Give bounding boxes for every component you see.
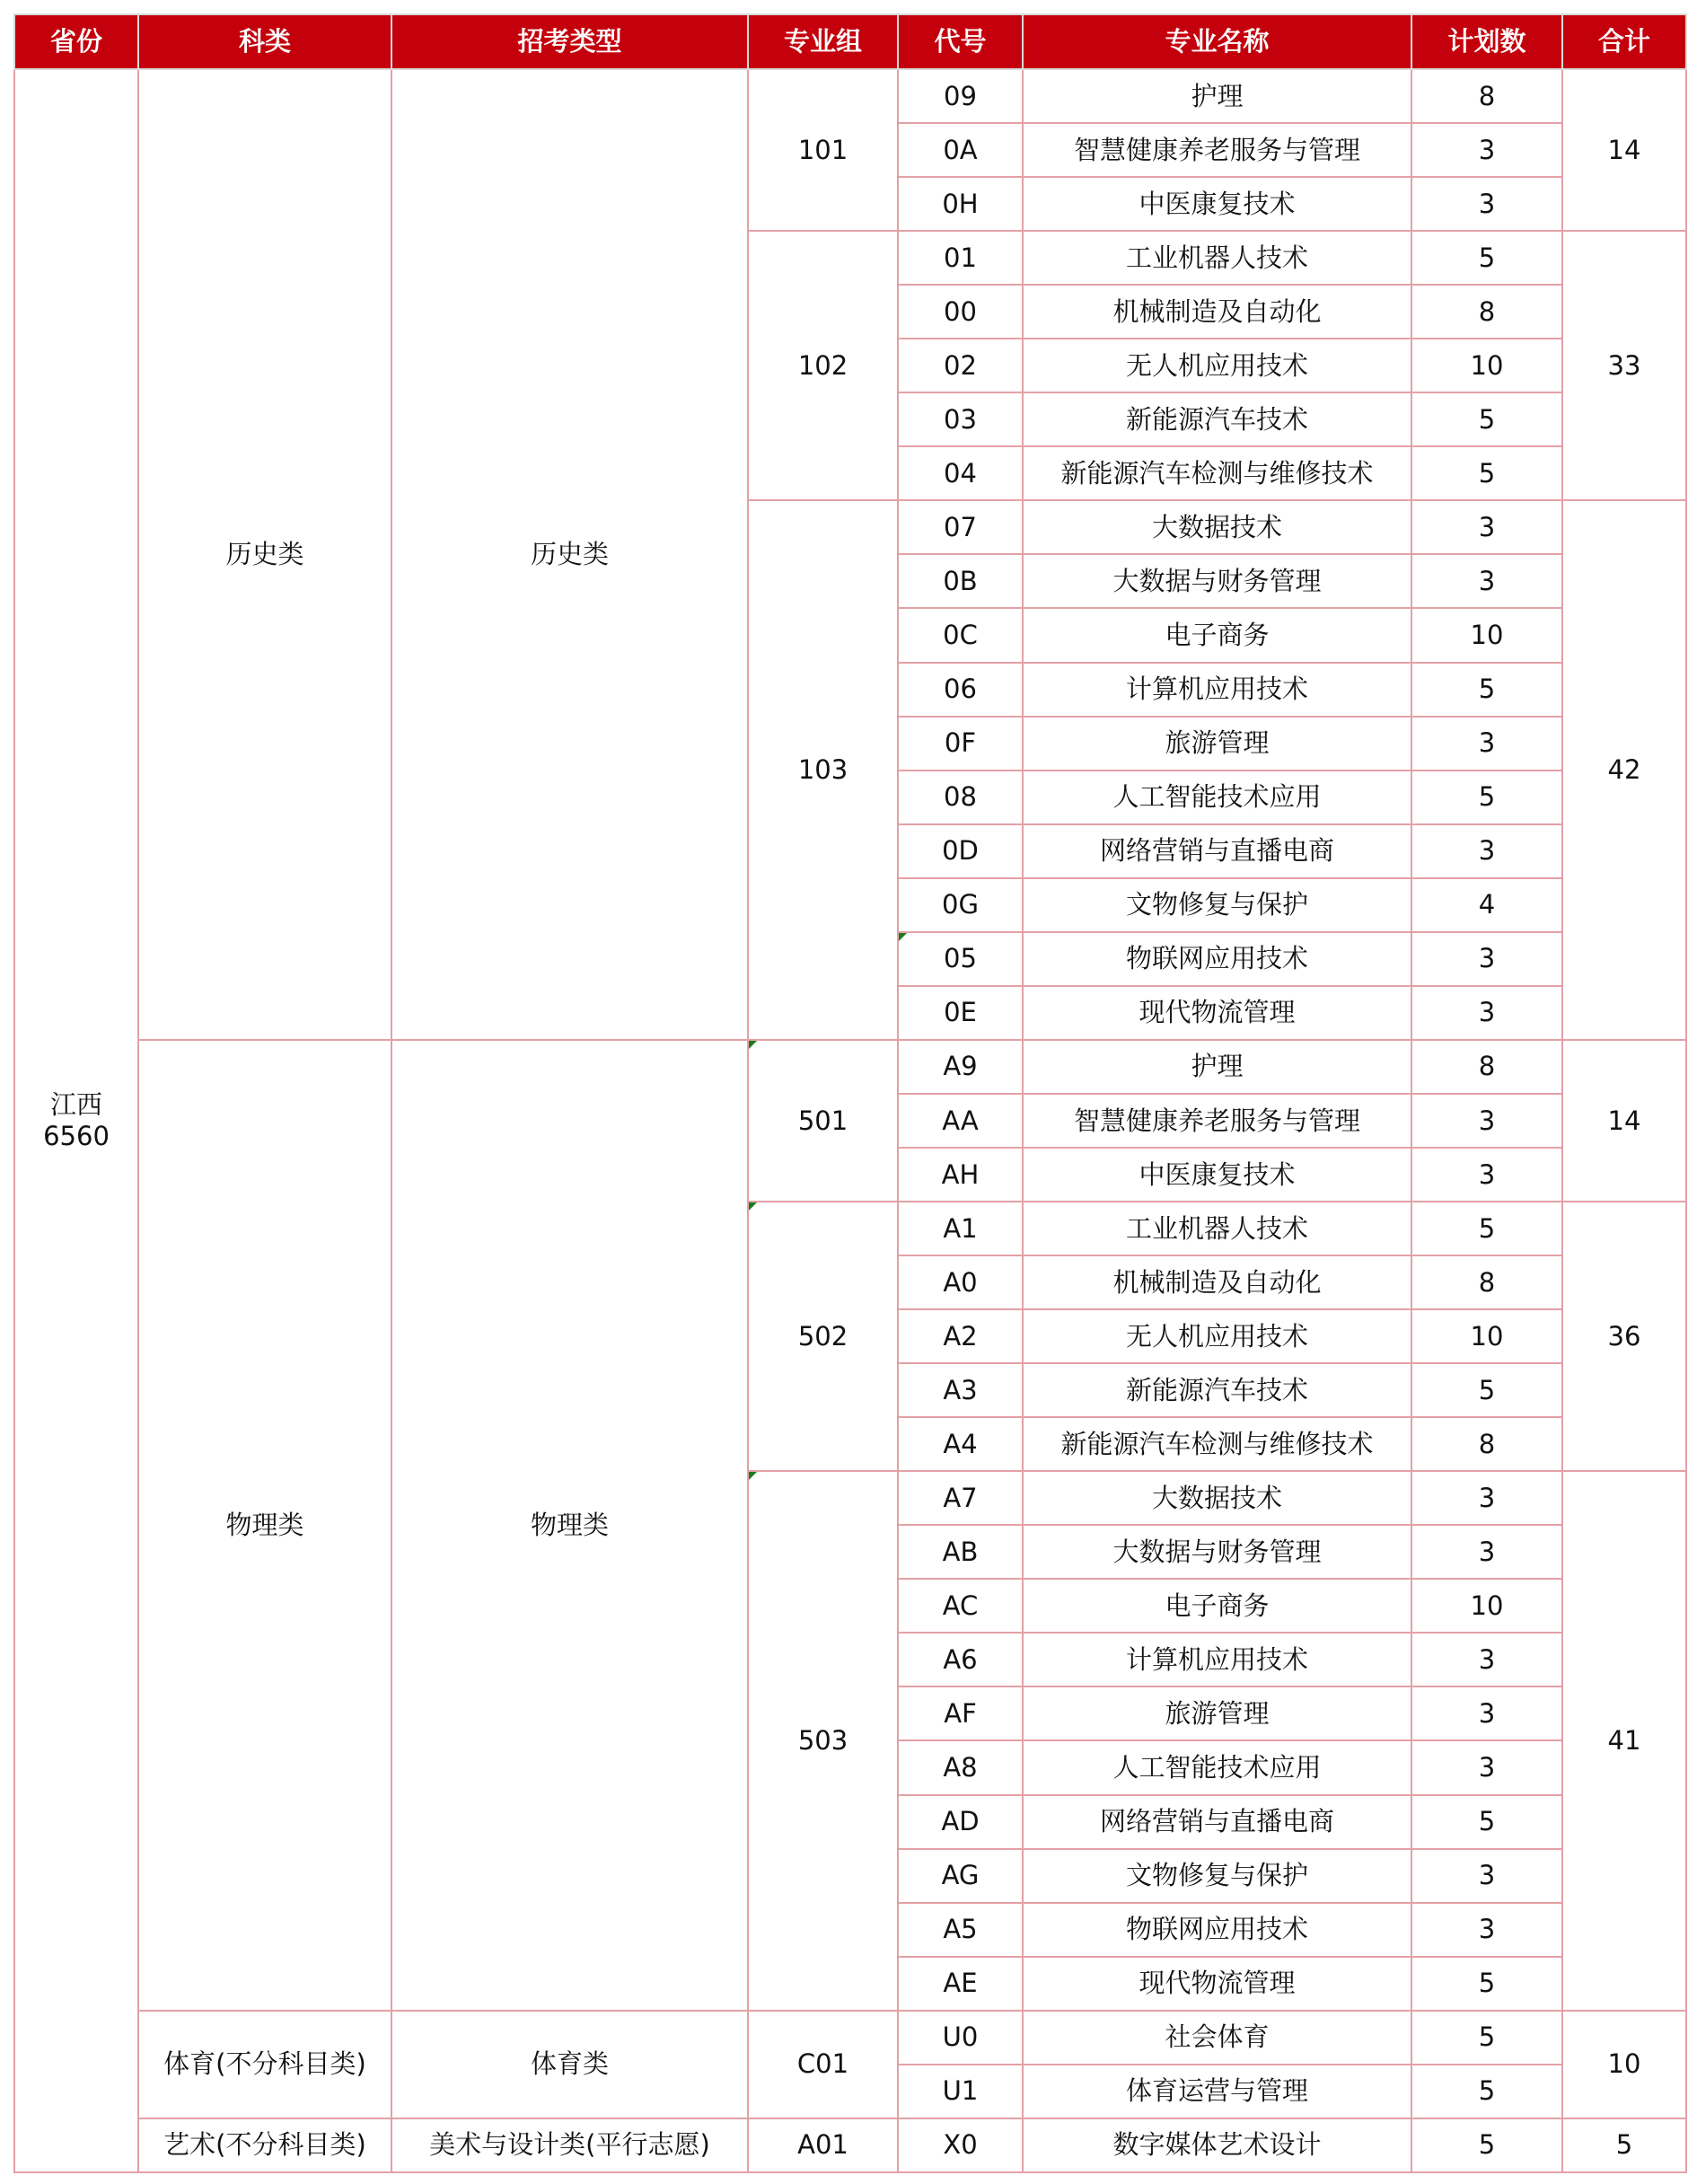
table-row	[14, 1040, 1686, 1094]
major-name-cell: 新能源汽车检测与维修技术	[1023, 1417, 1411, 1471]
group-total-cell: 33	[1562, 231, 1686, 500]
major-name-cell: 无人机应用技术	[1023, 1309, 1411, 1363]
major-code-cell: A9	[898, 1040, 1023, 1094]
major-code-cell: 06	[898, 663, 1023, 717]
plan-count-cell: 8	[1411, 69, 1562, 123]
major-code-cell: AH	[898, 1148, 1023, 1202]
major-code-cell: AB	[898, 1525, 1023, 1579]
plan-count-cell: 3	[1411, 717, 1562, 771]
major-code-cell: A2	[898, 1309, 1023, 1363]
major-code-cell: A0	[898, 1255, 1023, 1309]
major-code-cell: A5	[898, 1903, 1023, 1957]
plan-count-cell: 8	[1411, 1040, 1562, 1094]
major-code-cell: 0E	[898, 986, 1023, 1040]
major-name-cell: 旅游管理	[1023, 717, 1411, 771]
plan-count-cell: 3	[1411, 1471, 1562, 1525]
major-code-cell: AD	[898, 1795, 1023, 1849]
major-group-cell: 103	[748, 500, 898, 1039]
subject-cell: 物理类	[138, 1040, 391, 2011]
major-code-cell: 01	[898, 231, 1023, 285]
major-code-cell: 0B	[898, 554, 1023, 608]
header-row	[14, 14, 1686, 69]
major-name-cell: 大数据与财务管理	[1023, 1525, 1411, 1579]
major-name-cell: 机械制造及自动化	[1023, 285, 1411, 339]
major-code-cell: AA	[898, 1094, 1023, 1148]
subject-cell: 艺术(不分科目类)	[138, 2118, 391, 2172]
exam-type-cell: 历史类	[391, 69, 748, 1040]
major-code-cell: U1	[898, 2065, 1023, 2118]
major-name-cell: 文物修复与保护	[1023, 878, 1411, 932]
major-name-cell: 新能源汽车技术	[1023, 1363, 1411, 1417]
major-code-cell: 07	[898, 500, 1023, 554]
major-code-cell: 08	[898, 771, 1023, 824]
major-name-cell: 计算机应用技术	[1023, 663, 1411, 717]
major-code-cell: 0H	[898, 177, 1023, 231]
header-exam-type: 招考类型	[391, 14, 748, 69]
plan-count-cell: 3	[1411, 824, 1562, 878]
major-code-cell: U0	[898, 2011, 1023, 2065]
subject-cell: 体育(不分科目类)	[138, 2011, 391, 2118]
major-name-cell: 机械制造及自动化	[1023, 1255, 1411, 1309]
exam-type-cell: 物理类	[391, 1040, 748, 2011]
major-code-cell: A6	[898, 1633, 1023, 1686]
plan-count-cell: 10	[1411, 608, 1562, 662]
province-cell	[14, 69, 138, 2172]
header-major-name: 专业名称	[1023, 14, 1411, 69]
major-code-cell: A7	[898, 1471, 1023, 1525]
plan-count-cell: 8	[1411, 1417, 1562, 1471]
plan-count-cell: 5	[1411, 663, 1562, 717]
major-code-cell: X0	[898, 2118, 1023, 2172]
province-name: 江西	[49, 1089, 102, 1121]
major-name-cell: 新能源汽车技术	[1023, 392, 1411, 446]
major-code-cell: 03	[898, 392, 1023, 446]
major-name-cell: 工业机器人技术	[1023, 231, 1411, 285]
major-name-cell: 护理	[1023, 1040, 1411, 1094]
subject-cell: 历史类	[138, 69, 391, 1040]
major-name-cell: 网络营销与直播电商	[1023, 824, 1411, 878]
plan-count-cell: 3	[1411, 554, 1562, 608]
header-total: 合计	[1562, 14, 1686, 69]
plan-count-cell: 3	[1411, 1740, 1562, 1794]
major-name-cell: 旅游管理	[1023, 1686, 1411, 1740]
header-code: 代号	[898, 14, 1023, 69]
plan-count-cell: 3	[1411, 1903, 1562, 1957]
major-name-cell: 体育运营与管理	[1023, 2065, 1411, 2118]
plan-count-cell: 5	[1411, 771, 1562, 824]
plan-count-cell: 3	[1411, 500, 1562, 554]
major-name-cell: 人工智能技术应用	[1023, 1740, 1411, 1794]
plan-count-cell: 5	[1411, 1957, 1562, 2011]
plan-count-cell: 3	[1411, 1094, 1562, 1148]
major-name-cell: 计算机应用技术	[1023, 1633, 1411, 1686]
major-name-cell: 社会体育	[1023, 2011, 1411, 2065]
major-code-cell: 0A	[898, 123, 1023, 177]
header-subject: 科类	[138, 14, 391, 69]
plan-count-cell: 3	[1411, 123, 1562, 177]
major-name-cell: 大数据技术	[1023, 500, 1411, 554]
plan-count-cell: 10	[1411, 1579, 1562, 1633]
major-code-cell: AE	[898, 1957, 1023, 2011]
major-code-cell: A4	[898, 1417, 1023, 1471]
major-name-cell: 智慧健康养老服务与管理	[1023, 1094, 1411, 1148]
plan-count-cell: 3	[1411, 932, 1562, 986]
major-code-cell: AF	[898, 1686, 1023, 1740]
major-code-cell: 09	[898, 69, 1023, 123]
plan-count-cell: 10	[1411, 1309, 1562, 1363]
exam-type-cell: 美术与设计类(平行志愿)	[391, 2118, 748, 2172]
major-name-cell: 工业机器人技术	[1023, 1202, 1411, 1255]
plan-count-cell: 8	[1411, 285, 1562, 339]
major-code-cell: 0F	[898, 717, 1023, 771]
major-name-cell: 无人机应用技术	[1023, 339, 1411, 392]
table-body	[14, 69, 1686, 2172]
table-row	[14, 2118, 1686, 2172]
plan-count-cell: 5	[1411, 2118, 1562, 2172]
plan-count-cell: 3	[1411, 1148, 1562, 1202]
group-total-cell: 14	[1562, 69, 1686, 231]
plan-count-cell: 5	[1411, 1363, 1562, 1417]
plan-count-cell: 3	[1411, 1525, 1562, 1579]
major-code-cell: 00	[898, 285, 1023, 339]
plan-count-cell: 3	[1411, 1633, 1562, 1686]
major-name-cell: 人工智能技术应用	[1023, 771, 1411, 824]
header-plan-count: 计划数	[1411, 14, 1562, 69]
major-name-cell: 电子商务	[1023, 1579, 1411, 1633]
major-name-cell: 中医康复技术	[1023, 177, 1411, 231]
plan-count-cell: 5	[1411, 2011, 1562, 2065]
major-name-cell: 大数据与财务管理	[1023, 554, 1411, 608]
plan-count-cell: 8	[1411, 1255, 1562, 1309]
major-name-cell: 大数据技术	[1023, 1471, 1411, 1525]
major-code-cell: 0G	[898, 878, 1023, 932]
header-province: 省份	[14, 14, 138, 69]
major-code-cell: AC	[898, 1579, 1023, 1633]
province-total: 6560	[43, 1120, 110, 1151]
plan-count-cell: 10	[1411, 339, 1562, 392]
major-name-cell: 电子商务	[1023, 608, 1411, 662]
major-code-cell: 0C	[898, 608, 1023, 662]
group-total-cell: 14	[1562, 1040, 1686, 1202]
major-name-cell: 网络营销与直播电商	[1023, 1795, 1411, 1849]
major-name-cell: 现代物流管理	[1023, 1957, 1411, 2011]
major-code-cell: 05	[898, 932, 1023, 986]
plan-count-cell: 5	[1411, 1795, 1562, 1849]
group-total-cell: 5	[1562, 2118, 1686, 2172]
major-name-cell: 数字媒体艺术设计	[1023, 2118, 1411, 2172]
major-code-cell: A1	[898, 1202, 1023, 1255]
group-total-cell: 42	[1562, 500, 1686, 1039]
major-group-cell: 503	[748, 1471, 898, 2010]
header-major-group: 专业组	[748, 14, 898, 69]
major-name-cell: 物联网应用技术	[1023, 1903, 1411, 1957]
major-name-cell: 文物修复与保护	[1023, 1849, 1411, 1903]
plan-count-cell: 5	[1411, 231, 1562, 285]
major-group-cell: 102	[748, 231, 898, 500]
major-code-cell: 02	[898, 339, 1023, 392]
major-code-cell: 04	[898, 446, 1023, 500]
plan-count-cell: 3	[1411, 177, 1562, 231]
major-code-cell: A3	[898, 1363, 1023, 1417]
major-group-cell: 502	[748, 1202, 898, 1471]
exam-type-cell: 体育类	[391, 2011, 748, 2118]
major-code-cell: 0D	[898, 824, 1023, 878]
table-row	[14, 2011, 1686, 2065]
major-code-cell: AG	[898, 1849, 1023, 1903]
plan-count-cell: 5	[1411, 392, 1562, 446]
major-name-cell: 智慧健康养老服务与管理	[1023, 123, 1411, 177]
enrollment-plan-table	[13, 13, 1687, 2173]
major-name-cell: 中医康复技术	[1023, 1148, 1411, 1202]
major-group-cell: 101	[748, 69, 898, 231]
group-total-cell: 41	[1562, 1471, 1686, 2010]
major-code-cell: A8	[898, 1740, 1023, 1794]
group-total-cell: 10	[1562, 2011, 1686, 2118]
major-name-cell: 新能源汽车检测与维修技术	[1023, 446, 1411, 500]
plan-count-cell: 3	[1411, 1686, 1562, 1740]
table-row	[14, 69, 1686, 123]
plan-count-cell: 5	[1411, 1202, 1562, 1255]
major-group-cell: C01	[748, 2011, 898, 2118]
plan-count-cell: 4	[1411, 878, 1562, 932]
major-name-cell: 现代物流管理	[1023, 986, 1411, 1040]
plan-count-cell: 5	[1411, 446, 1562, 500]
group-total-cell: 36	[1562, 1202, 1686, 1471]
major-group-cell: 501	[748, 1040, 898, 1202]
plan-count-cell: 3	[1411, 986, 1562, 1040]
plan-count-cell: 5	[1411, 2065, 1562, 2118]
major-group-cell: A01	[748, 2118, 898, 2172]
major-name-cell: 物联网应用技术	[1023, 932, 1411, 986]
major-name-cell: 护理	[1023, 69, 1411, 123]
plan-count-cell: 3	[1411, 1849, 1562, 1903]
